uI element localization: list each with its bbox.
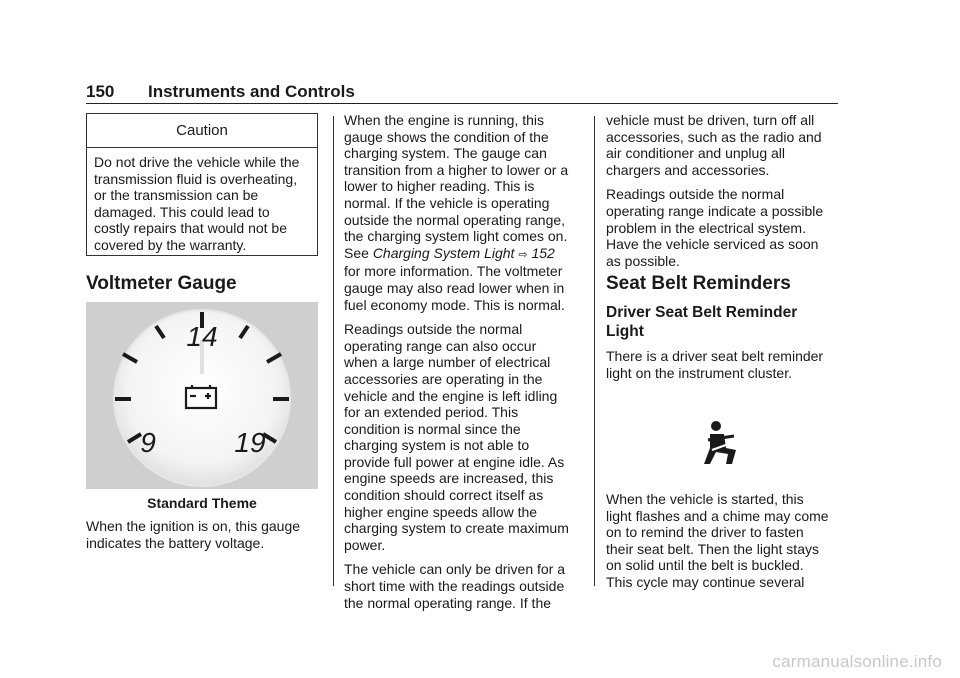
column-2 [344,112,578,611]
voltmeter-gauge-image [86,302,318,489]
text-line: when a large number of electrical [344,354,551,371]
text-line: the normal operating range. If the [344,594,552,611]
text-line: gauge shows the condition of the [344,128,549,145]
voltmeter-heading: Voltmeter Gauge [86,273,237,294]
text-line: the charging system light comes on. [344,228,568,245]
subheading-line: Driver Seat Belt Reminder [606,304,798,321]
see-prefix: See [344,244,373,261]
seat-belt-reminders-heading: Seat Belt Reminders [606,273,791,294]
page-number: 150 [86,82,115,101]
caution-title: Caution [87,114,317,148]
paragraph [606,186,840,269]
text-line: vehicle and the engine is left idling [344,387,558,404]
text-line: damaged. This could lead to [94,203,270,220]
paragraph [344,561,578,611]
text-line: higher engine speeds allow the [344,503,538,520]
text-line: engine speeds are increased, this [344,470,554,487]
text-line: gauge may also read lower when in [344,279,565,296]
text-line: operating range can also occur [344,337,537,354]
text-line: transition from a higher to lower or a [344,161,569,178]
caution-box [86,113,318,256]
text-line: light on the instrument cluster. [606,364,792,381]
text-line: lower to higher reading. This is [344,178,535,195]
text-line: operating range indicate a possible [606,202,824,219]
gauge-label-right: 19 [234,427,266,458]
text-line: vehicle must be driven, turn off all [606,112,815,128]
page-reference[interactable]: 152 [531,244,555,261]
text-line: problem in the electrical system. [606,219,806,236]
paragraph [606,112,840,178]
paragraph [606,348,840,381]
column-divider [594,116,595,586]
text-line: as possible. [606,252,680,269]
subheading-line: Light [606,323,644,340]
text-line: There is a driver seat belt reminder [606,348,824,364]
text-line: charging system to create maximum [344,520,569,537]
text-line: short time with the readings outside [344,578,565,595]
text-line: This cycle may continue several [606,573,805,590]
paragraph [344,112,578,313]
text-line: Have the vehicle serviced as soon [606,236,819,253]
text-line: air conditioner and unplug all [606,145,786,162]
text-line: condition is normal since the [344,420,521,437]
text-line: Do not drive the vehicle while the [94,154,300,170]
text-line: for more information. The voltmeter [344,263,563,280]
text-line: accessories, such as the radio and [606,128,822,145]
text-line: covered by the warranty. [94,236,247,253]
gauge-label-left: 9 [140,427,156,458]
gauge-svg [86,302,318,489]
text-line: on to remind the driver to fasten [606,524,804,541]
text-line: normal. If the vehicle is operating [344,194,550,211]
text-line: light flashes and a chime may come [606,507,829,524]
page-arrow-icon: ⇨ [518,248,528,261]
watermark: carmanualsonline.info [772,652,942,671]
text-line: for an extended period. This [344,404,519,421]
gauge-label-top: 14 [186,321,218,352]
cross-reference [344,245,578,264]
driver-seat-belt-subheading [606,303,797,341]
text-line: The vehicle can only be driven for a [344,561,566,578]
text-line: fuel economy mode. This is normal. [344,296,565,313]
text-line: chargers and accessories. [606,161,770,178]
text-line: power. [344,536,386,553]
text-line: charging system is not able to [344,437,530,454]
text-line: transmission fluid is overheating, [94,170,298,187]
voltmeter-intro [86,518,320,551]
paragraph [344,321,578,553]
page-header [86,81,838,104]
gauge-caption: Standard Theme [147,495,257,511]
text-line: condition should correct itself as [344,487,544,504]
column-3 [606,112,840,269]
seat-belt-icon [698,420,746,471]
text-line: their seat belt. Then the light stays [606,540,819,557]
text-line: outside the normal operating range, [344,211,566,228]
text-line: Readings outside the normal [344,321,523,338]
text-line: accessories are operating in the [344,370,543,387]
text-line: on solid until the belt is buckled. [606,557,804,574]
text-line: indicates the battery voltage. [86,534,265,551]
column-divider [333,116,334,586]
text-line: When the ignition is on, this gauge [86,518,301,534]
section-title: Instruments and Controls [148,82,355,101]
paragraph [606,491,840,591]
charging-system-light-link[interactable]: Charging System Light [372,244,515,261]
caution-body [94,154,314,254]
text-line: provide full power at engine idle. As [344,453,565,470]
text-line: costly repairs that would not be [94,220,287,237]
text-line: When the engine is running, this [344,112,545,128]
text-line: When the vehicle is started, this [606,491,804,507]
text-line: or the transmission can be [94,187,259,204]
text-line: Readings outside the normal [606,186,785,203]
text-line: charging system. The gauge can [344,145,547,162]
